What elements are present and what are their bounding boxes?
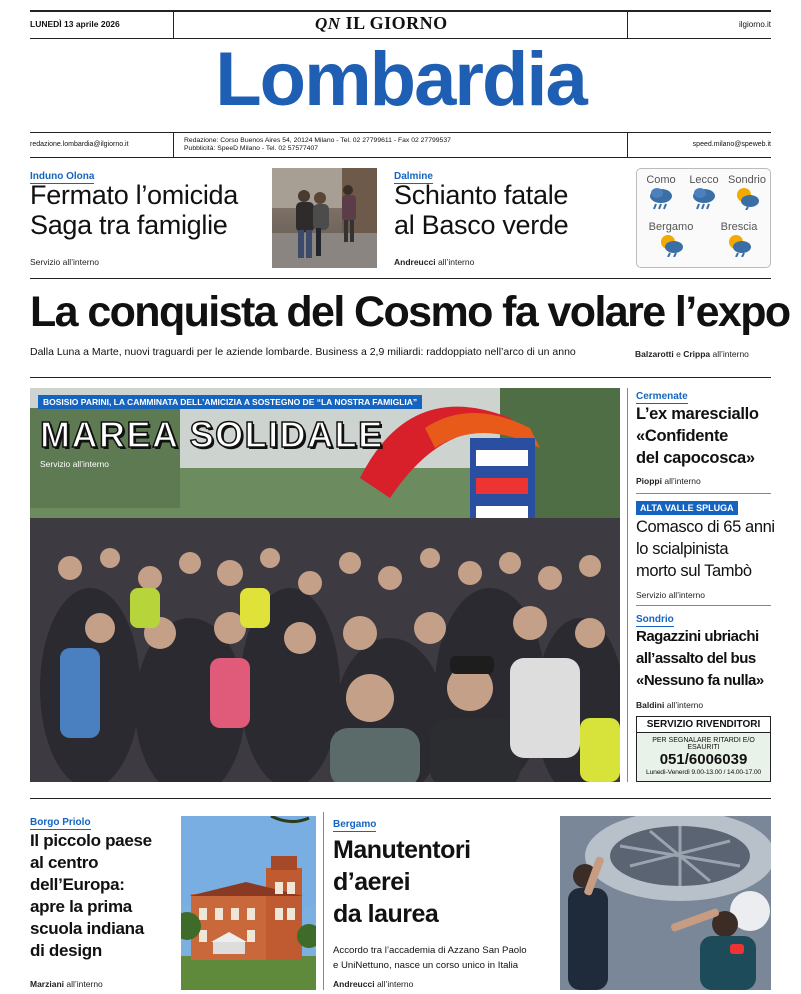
credit-author: Balzarotti <box>635 349 674 359</box>
weather-city-label: Brescia <box>720 221 758 233</box>
story-credit <box>30 979 103 989</box>
sun-rain-icon <box>658 233 684 257</box>
weather-box <box>636 168 771 268</box>
story-credit: Servizio all’interno <box>30 257 99 267</box>
story-headline-line: «Nessuno fa nulla» <box>636 672 764 689</box>
credit-author: Marziani <box>30 979 65 989</box>
story-headline-line: Ragazzini ubriachi <box>636 628 759 645</box>
story-summary-line: e UniNettuno, nasce un corso unico in Italia <box>333 960 519 971</box>
story-kicker: Borgo Priolo <box>30 817 91 828</box>
story-headline-line: morto sul Tambò <box>636 562 752 580</box>
rain-cloud-icon <box>648 186 674 210</box>
story-headline-line: Manutentori <box>333 836 471 864</box>
edition-title: Lombardia <box>215 37 586 122</box>
lead-summary: Dalla Luna a Marte, nuovi traguardi per le aziende lombarde. Business a 2,9 miliardi: raddoppiato nell’arco di un anno <box>30 346 576 358</box>
credit-rest: all’interno <box>66 979 103 989</box>
editorial-email[interactable]: redazione.lombardia@ilgiorno.it <box>30 141 129 148</box>
story-kicker: Induno Olona <box>30 171 95 182</box>
story-headline-line: lo scialpinista <box>636 540 729 558</box>
story-headline-line: all’assalto del bus <box>636 650 756 667</box>
editorial-address: Redazione: Corso Buenos Aires 54, 20124 Milano - Tel. 02 27799611 - Fax 02 27799537 <box>184 137 451 144</box>
photo-story-kicker: BOSISIO PARINI, LA CAMMINATA DELL’AMICIZIA A SOSTEGNO DE “LA NOSTRA FAMIGLIA” <box>38 395 422 409</box>
service-title: SERVIZIO RIVENDITORI <box>637 717 770 733</box>
story-headline-line: al Basco verde <box>394 210 569 240</box>
story-credit <box>636 476 701 486</box>
engine-photo-illustration <box>560 816 771 990</box>
story-dalmine[interactable] <box>394 166 624 270</box>
website-link[interactable]: ilgiorno.it <box>738 20 771 29</box>
weather-city-brescia <box>713 221 765 262</box>
story-kicker-badge: ALTA VALLE SPLUGA <box>636 501 738 515</box>
weather-city-bergamo <box>645 221 697 262</box>
weather-city-label: Sondrio <box>728 174 766 186</box>
villa-photo-illustration <box>181 816 316 990</box>
credit-author: Andreucci <box>333 979 375 989</box>
newspaper-logo[interactable] <box>315 13 448 34</box>
credit-rest: all’interno <box>376 979 414 989</box>
story-photo-people-hugging[interactable] <box>272 168 377 268</box>
issue-date: LUNEDÌ 13 aprile 2026 <box>30 19 120 29</box>
logo-name: IL GIORNO <box>345 13 448 33</box>
sidebar-story-sondrio[interactable] <box>636 609 771 713</box>
service-box[interactable] <box>636 716 771 782</box>
story-credit <box>636 700 703 710</box>
weather-city-label: Como <box>646 174 676 186</box>
story-headline-line: di design <box>30 941 102 960</box>
story-headline-line: apre la prima <box>30 897 132 916</box>
sun-rain-icon <box>726 233 752 257</box>
credit-rest: all’interno <box>666 700 704 710</box>
credit-author: Crippa <box>683 349 711 359</box>
story-headline-line: Saga tra famiglie <box>30 210 228 240</box>
story-induno-olona[interactable] <box>30 166 265 270</box>
story-credit: Servizio all’interno <box>636 590 705 600</box>
photo-story-headline: MAREA SOLIDALE <box>40 414 384 455</box>
story-summary-line: Accordo tra l’accademia di Azzano San Paolo <box>333 945 527 956</box>
story-headline-line: Fermato l’omicida <box>30 180 238 210</box>
story-borgo-priolo[interactable] <box>30 812 175 992</box>
weather-city-lecco <box>684 174 724 215</box>
photo-illustration <box>272 168 377 268</box>
story-headline-line: Comasco di 65 anni <box>636 518 775 536</box>
story-kicker: Dalmine <box>394 171 433 182</box>
photo-story-marea-solidale[interactable] <box>30 388 620 782</box>
story-kicker: Sondrio <box>636 614 674 625</box>
story-bergamo[interactable] <box>333 814 553 994</box>
story-headline-line: dell’Europa: <box>30 875 125 894</box>
sidebar-story-cermenate[interactable] <box>636 386 771 490</box>
story-headline-line: del capocosca» <box>636 449 755 467</box>
story-photo-villa[interactable] <box>181 816 316 990</box>
service-hours: Lunedì-Venerdì 9.00-13.00 / 14.00-17.00 <box>645 769 762 776</box>
credit-and: e <box>676 349 681 359</box>
rain-cloud-icon <box>691 186 717 210</box>
service-subtitle: PER SEGNALARE RITARDI E/O ESAURITI <box>652 737 755 751</box>
credit-rest: all’interno <box>664 476 701 486</box>
lead-credit <box>635 349 749 359</box>
photo-story-credit: Servizio all’interno <box>40 459 109 469</box>
lead-story[interactable] <box>30 284 790 364</box>
service-phone[interactable]: 051/6006039 <box>659 751 748 768</box>
story-headline-line: da laurea <box>333 900 439 928</box>
story-headline-line: d’aerei <box>333 868 411 896</box>
story-headline-line: Schianto fatale <box>394 180 569 210</box>
story-headline-line: al centro <box>30 853 99 872</box>
advertising-email[interactable]: speed.milano@speweb.it <box>692 141 771 148</box>
weather-city-como <box>641 174 681 215</box>
sun-cloud-icon <box>734 186 760 210</box>
weather-city-label: Lecco <box>689 174 719 186</box>
story-credit <box>333 979 413 989</box>
story-kicker: Bergamo <box>333 819 377 830</box>
credit-author: Pioppi <box>636 476 662 486</box>
sidebar-story-alta-valle-spluga[interactable] <box>636 498 775 602</box>
story-headline-line: Il piccolo paese <box>30 831 152 850</box>
credit-rest: all’interno <box>437 257 475 267</box>
credit-author: Baldini <box>636 700 665 710</box>
credit-rest: all’interno <box>712 349 749 359</box>
credit-author: Andreucci <box>394 257 436 267</box>
story-photo-aircraft-engine[interactable] <box>560 816 771 990</box>
story-kicker: Cermenate <box>636 391 688 402</box>
weather-city-label: Bergamo <box>648 221 694 233</box>
lead-headline: La conquista del Cosmo fa volare l’expo <box>30 288 790 336</box>
story-credit <box>394 257 474 267</box>
story-headline-line: L’ex maresciallo <box>636 405 759 423</box>
story-headline-line: scuola indiana <box>30 919 144 938</box>
weather-city-sondrio <box>726 174 768 215</box>
logo-qn: QN <box>315 14 341 33</box>
story-headline-line: «Confidente <box>636 427 729 445</box>
advertising-contact: Pubblicità: SpeeD Milano - Tel. 02 57577407 <box>184 145 319 152</box>
